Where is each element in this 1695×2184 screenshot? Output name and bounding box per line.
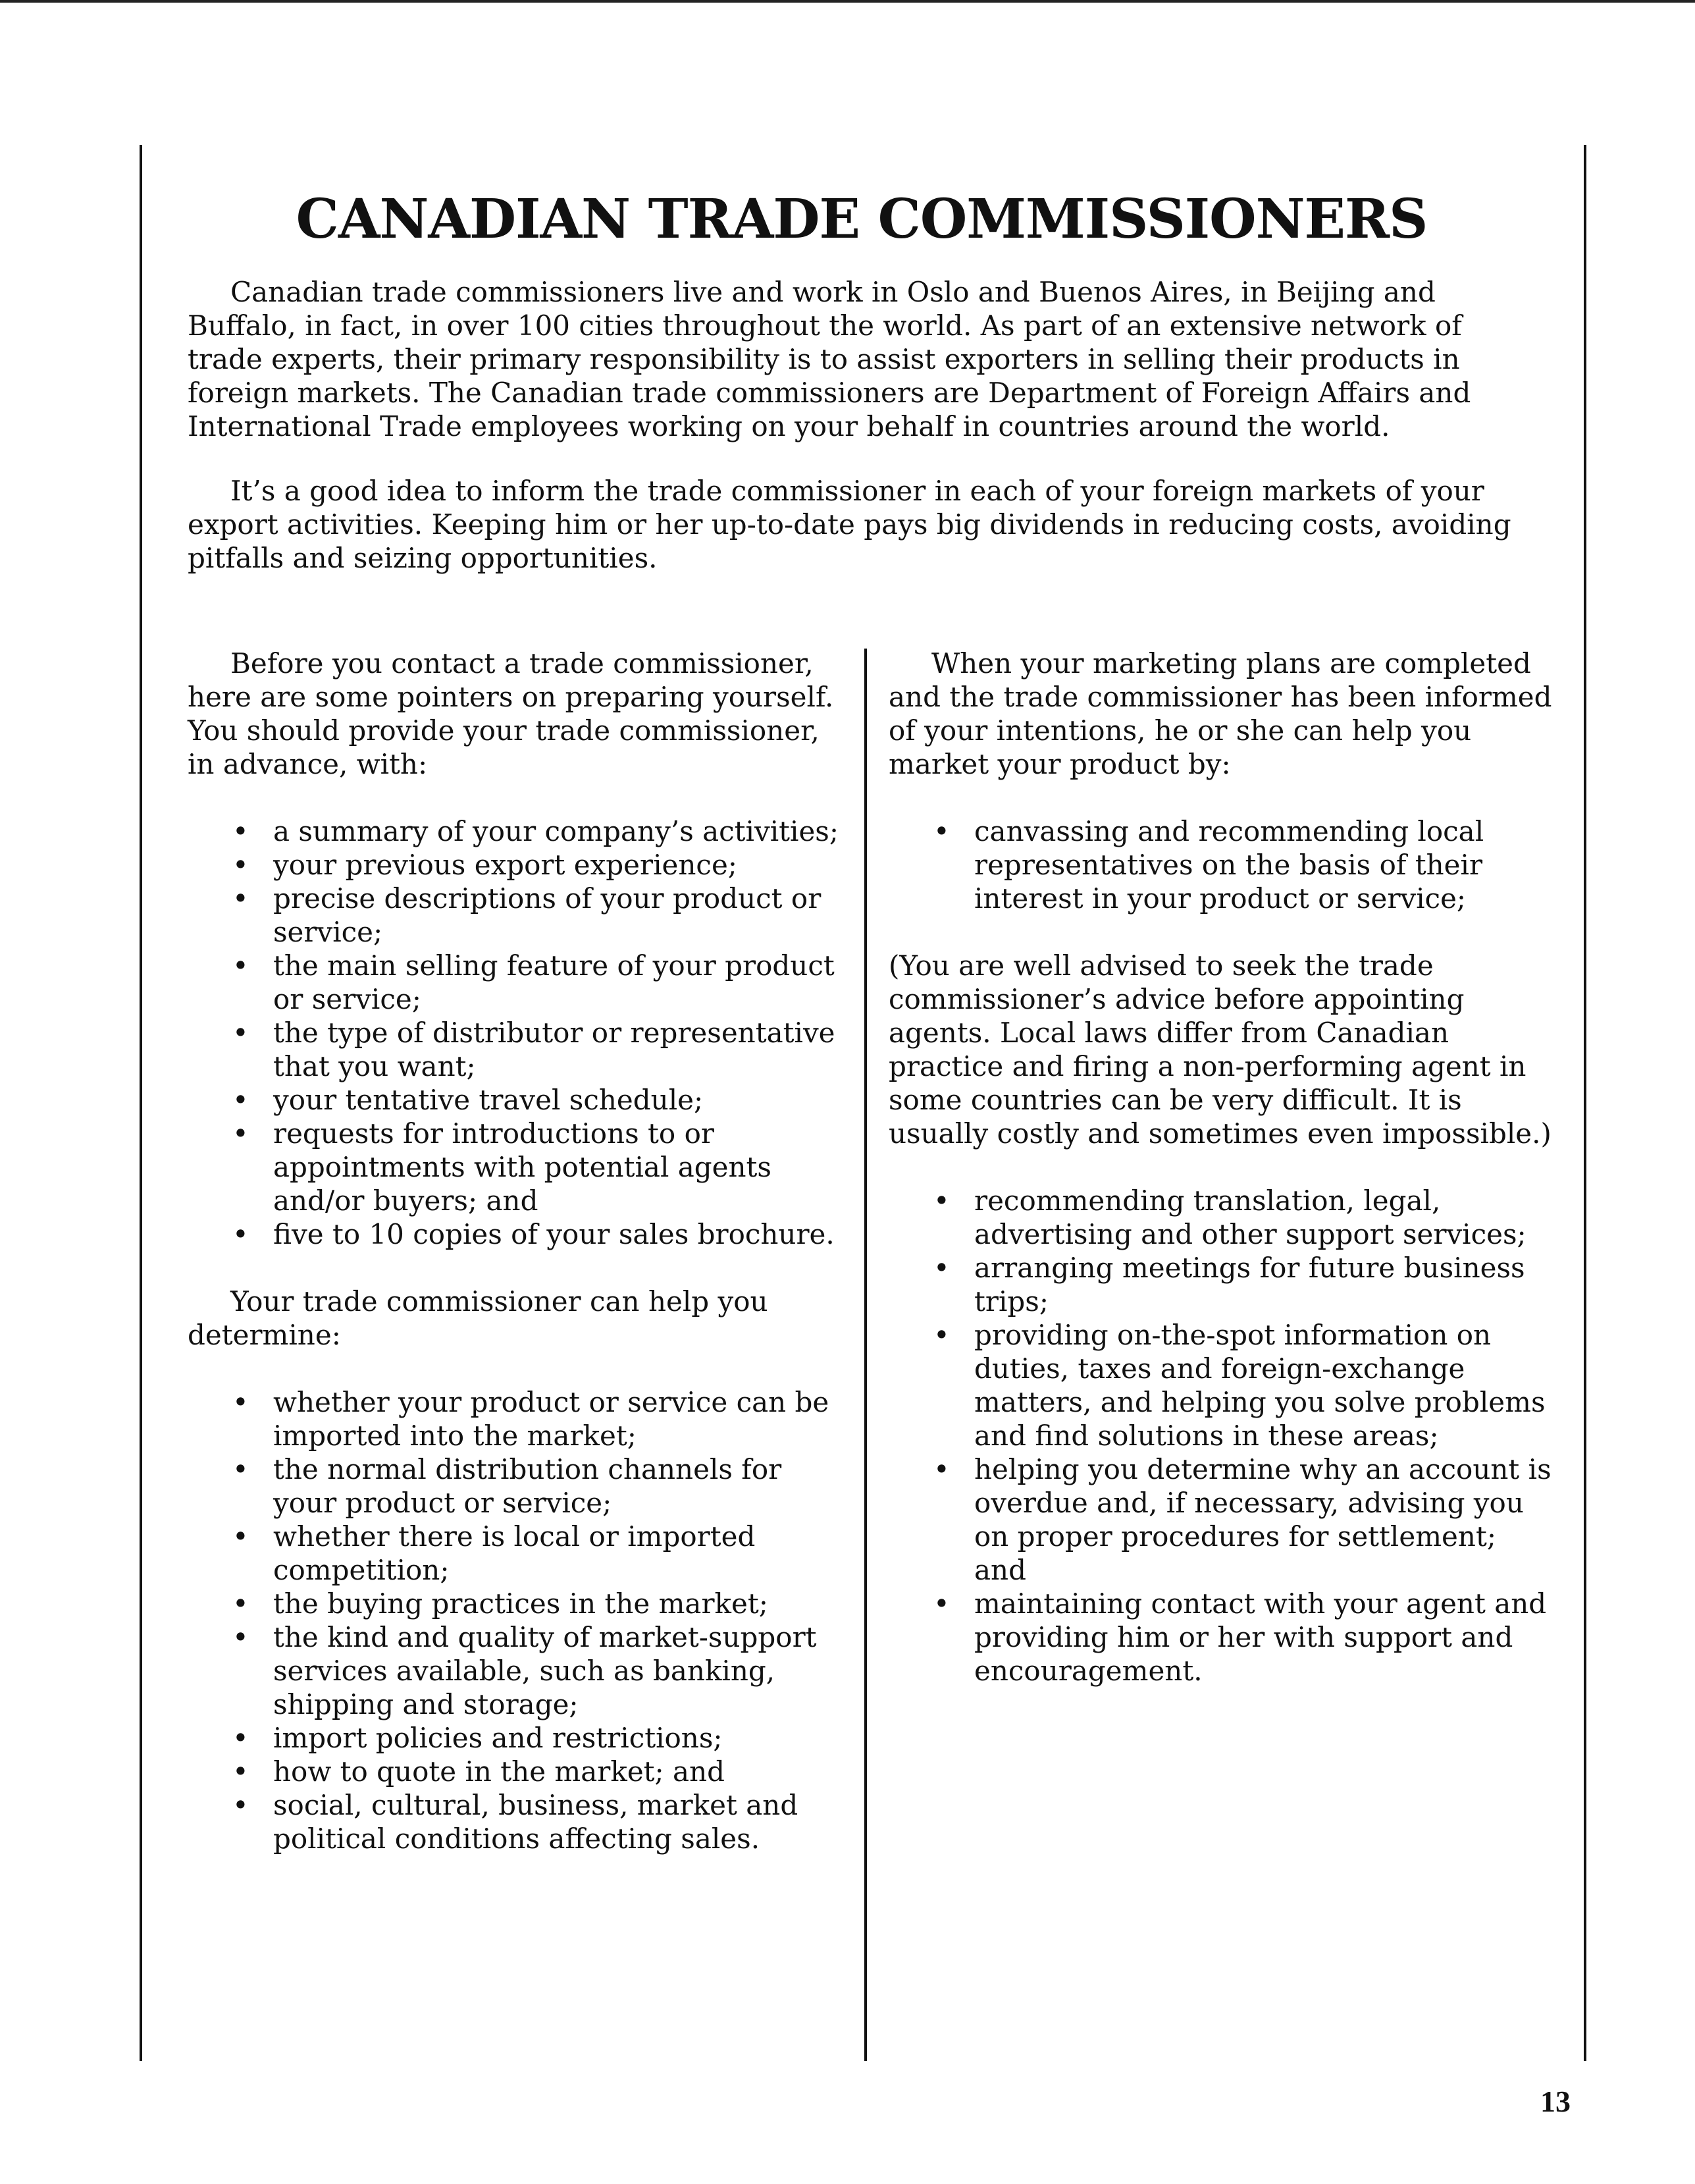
bullet-icon: • (232, 849, 249, 881)
list-item (188, 848, 839, 882)
bullet-icon: • (232, 882, 249, 915)
bullet-icon: • (232, 1084, 249, 1116)
list-item (889, 1452, 1553, 1587)
list-item (188, 949, 839, 1016)
right-column (889, 647, 1553, 1721)
bullet-icon: • (933, 815, 950, 847)
list-item-text: arranging meetings for future business trips; (974, 1252, 1525, 1318)
list-item-text: the kind and quality of market-support services available, such as banking, shipping and storage; (273, 1621, 817, 1720)
list-item (188, 1016, 839, 1083)
bullet-icon: • (232, 1117, 249, 1150)
list-item-text: canvassing and recommending local representatives on the basis of their interest in your product or service; (974, 815, 1484, 915)
right-margin-rule (1584, 145, 1586, 2061)
list-item (188, 1755, 839, 1788)
list-item-text: helping you determine why an account is overdue and, if necessary, advising you on proper procedures for settlement; and (974, 1453, 1552, 1586)
list-item (188, 814, 839, 848)
list-item-text: how to quote in the market; and (273, 1755, 725, 1788)
support-services-list (889, 1184, 1553, 1688)
bullet-icon: • (232, 1218, 249, 1250)
help-determine-paragraph: Your trade commissioner can help you determine: (188, 1285, 768, 1351)
list-item (188, 1083, 839, 1117)
list-item-text: five to 10 copies of your sales brochure. (273, 1218, 835, 1250)
market-help-list (889, 814, 1553, 915)
list-item (889, 1318, 1553, 1452)
bullet-icon: • (232, 815, 249, 847)
bullet-icon: • (933, 1453, 950, 1485)
intro-paragraph: It’s a good idea to inform the trade commissioner in each of your foreign markets of your export activities. Keeping him or her up-to-date pays big dividends in reducing costs, avoiding pitfalls and seizing opportunities. (188, 475, 1511, 574)
left-column (188, 647, 839, 1889)
list-item-text: recommending translation, legal, advertising and other support services; (974, 1185, 1526, 1250)
list-item-text: whether there is local or imported competition; (273, 1520, 756, 1586)
bullet-icon: • (232, 1453, 249, 1485)
list-item (188, 1721, 839, 1755)
list-item (188, 1452, 839, 1520)
list-item-text: import policies and restrictions; (273, 1722, 723, 1754)
list-item-text: your previous export experience; (273, 849, 737, 881)
column-divider-rule (864, 649, 867, 2061)
page-number: 13 (1540, 2085, 1571, 2118)
bullet-icon: • (232, 1621, 249, 1653)
list-item (188, 1788, 839, 1855)
list-item-text: precise descriptions of your product or service; (273, 882, 821, 948)
bullet-icon: • (232, 1755, 249, 1788)
list-item-text: providing on-the-spot information on duties, taxes and foreign-exchange matters, and helping you solve problems and find solutions in these areas; (974, 1319, 1546, 1452)
list-item-text: the type of distributor or representative that you want; (273, 1017, 835, 1082)
list-item (188, 1217, 839, 1251)
agent-advice-note: (You are well advised to seek the trade commissioner’s advice before appointing agents. Local laws differ from Canadian practice and firing a non-performing agent in some countries can be very difficult. It is usually costly and sometimes even impossible.) (889, 949, 1552, 1150)
list-item (188, 1117, 839, 1217)
intro-paragraph: Canadian trade commissioners live and work in Oslo and Buenos Aires, in Beijing and Buffalo, in fact, in over 100 cities throughout the world. As part of an extensive network of trade experts, their primary responsibility is to assist exporters in selling their products in foreign markets. The Canadian trade commissioners are Department of Foreign Affairs and International Trade employees working on your behalf in countries around the world. (188, 276, 1471, 442)
list-item-text: the normal distribution channels for your product or service; (273, 1453, 782, 1519)
list-item (889, 1251, 1553, 1318)
bullet-icon: • (933, 1319, 950, 1351)
bullet-icon: • (232, 1722, 249, 1754)
bullet-icon: • (232, 949, 249, 982)
bullet-icon: • (232, 1386, 249, 1418)
list-item-text: requests for introductions to or appointments with potential agents and/or buyers; and (273, 1117, 771, 1217)
list-item (188, 1385, 839, 1452)
list-item-text: maintaining contact with your agent and providing him or her with support and encouragement. (974, 1587, 1547, 1687)
bullet-icon: • (232, 1520, 249, 1553)
list-item (188, 1620, 839, 1721)
list-item-text: a summary of your company’s activities; (273, 815, 839, 847)
list-item (188, 1520, 839, 1587)
bullet-icon: • (933, 1587, 950, 1620)
determine-list (188, 1385, 839, 1855)
left-intro-paragraph: Before you contact a trade commissioner, here are some pointers on preparing yourself. You should provide your trade commissioner, in advance, with: (188, 647, 834, 780)
list-item (889, 1184, 1553, 1251)
list-item (188, 882, 839, 949)
page-title: CANADIAN TRADE COMMISSIONERS (296, 187, 1428, 251)
list-item (188, 1587, 839, 1620)
list-item-text: whether your product or service can be imported into the market; (273, 1386, 829, 1452)
list-item-text: your tentative travel schedule; (273, 1084, 704, 1116)
bullet-icon: • (232, 1017, 249, 1049)
list-item-text: social, cultural, business, market and political conditions affecting sales. (273, 1789, 798, 1855)
provide-checklist (188, 814, 839, 1251)
list-item (889, 814, 1553, 915)
bullet-icon: • (232, 1789, 249, 1821)
list-item-text: the main selling feature of your product or service; (273, 949, 835, 1015)
list-item (889, 1587, 1553, 1688)
top-border-rule (0, 0, 1695, 3)
list-item-text: the buying practices in the market; (273, 1587, 768, 1620)
bullet-icon: • (933, 1185, 950, 1217)
bullet-icon: • (232, 1587, 249, 1620)
left-margin-rule (140, 145, 142, 2061)
bullet-icon: • (933, 1252, 950, 1284)
right-intro-paragraph: When your marketing plans are completed and the trade commissioner has been informed of your intentions, he or she can help you market your product by: (889, 647, 1552, 780)
